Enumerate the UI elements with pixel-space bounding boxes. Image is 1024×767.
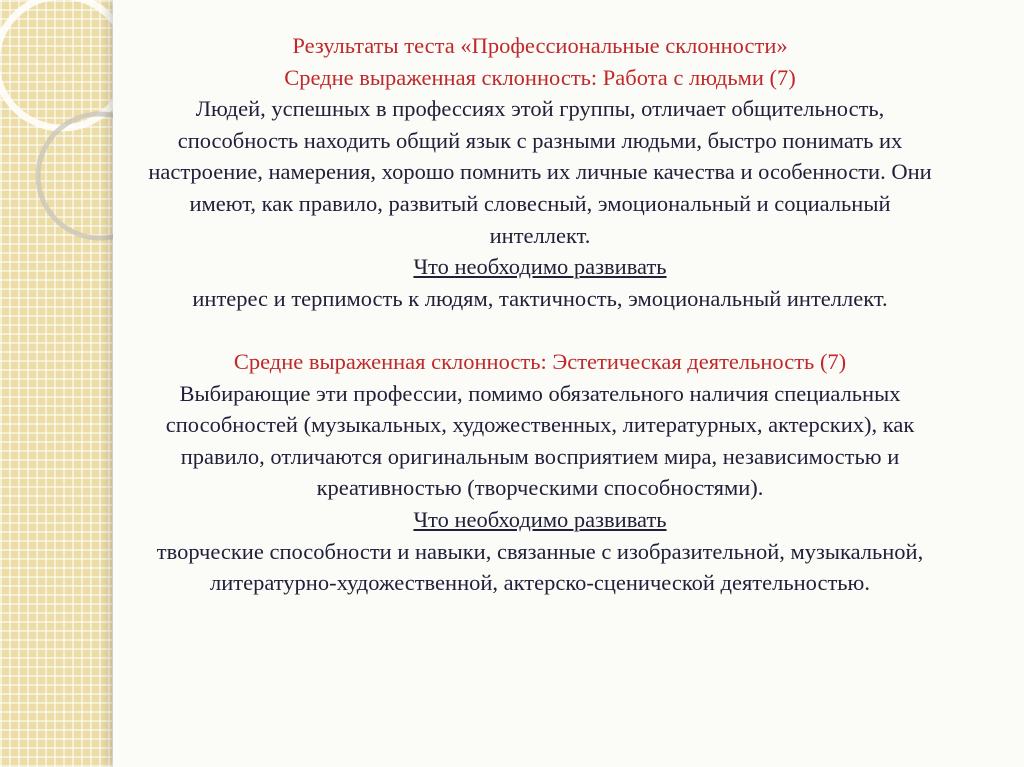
section-gap: [140, 314, 940, 346]
section1-description: Людей, успешных в профессиях этой группы, отличает общительность, способность находить общий язык с разными людьми, быстро понимать их настроение, намерения, хорошо помнить их личные качества и особенности. Они имеют, как правило, развитый словесный, эмоциональный и социальный интеллект.: [148, 96, 932, 248]
section2-heading: Средне выраженная склонность: Эстетическая деятельность (7): [233, 348, 847, 374]
section2-description: Выбирающие эти профессии, помимо обязательного наличия специальных способностей (музыкальных, художественных, литературных, актерских), как правило, отличаются оригинальным восприятием мира, независимостью и креативностью (творческими способностями).: [165, 380, 915, 501]
slide-content: [140, 30, 940, 599]
section2-develop-label: Что необходимо развивать: [413, 506, 667, 532]
section2-develop-text: творческие способности и навыки, связанные с изобразительной, музыкальной, литературно-художественной, актерско-сценической деятельностью.: [156, 538, 924, 596]
section1-develop-label: Что необходимо развивать: [413, 254, 667, 280]
slide-title: Результаты теста «Профессиональные склонности»: [292, 33, 788, 58]
section1-heading: Средне выраженная склонность: Работа с людьми (7): [284, 64, 796, 90]
section1-develop-text: интерес и терпимость к людям, тактичность, эмоциональный интеллект.: [192, 285, 888, 311]
